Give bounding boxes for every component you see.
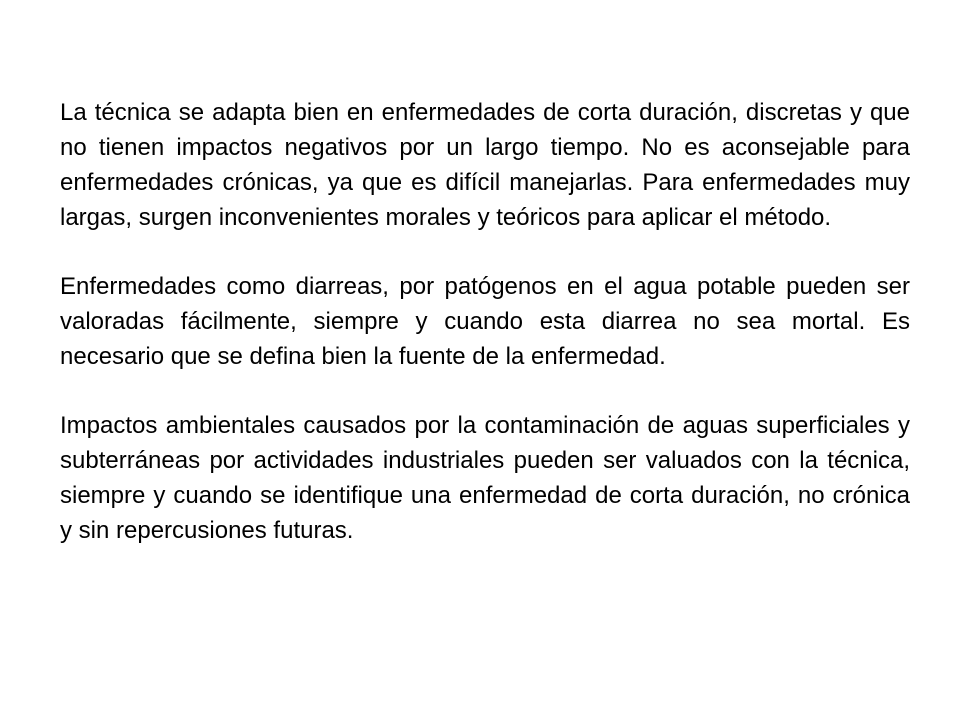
paragraph-diarrhea-example: Enfermedades como diarreas, por patógenos en el agua potable pueden ser valoradas fácilmente, siempre y cuando esta diarrea no sea mortal. Es necesario que se defina bien la fuente de la enfermedad. [60,273,910,370]
paragraph-environmental-impacts: Impactos ambientales causados por la contaminación de aguas superficiales y subterráneas por actividades industriales pueden ser valuados con la técnica, siempre y cuando se identifique una enfermedad de corta duración, no crónica y sin repercusiones futuras. [60,412,910,544]
slide-text-block [60,95,910,582]
paragraph-short-duration-diseases: La técnica se adapta bien en enfermedades de corta duración, discretas y que no tienen impactos negativos por un largo tiempo. No es aconsejable para enfermedades crónicas, ya que es difícil manejarlas. Para enfermedades muy largas, surgen inconvenientes morales y teóricos para aplicar el método. [60,99,910,231]
